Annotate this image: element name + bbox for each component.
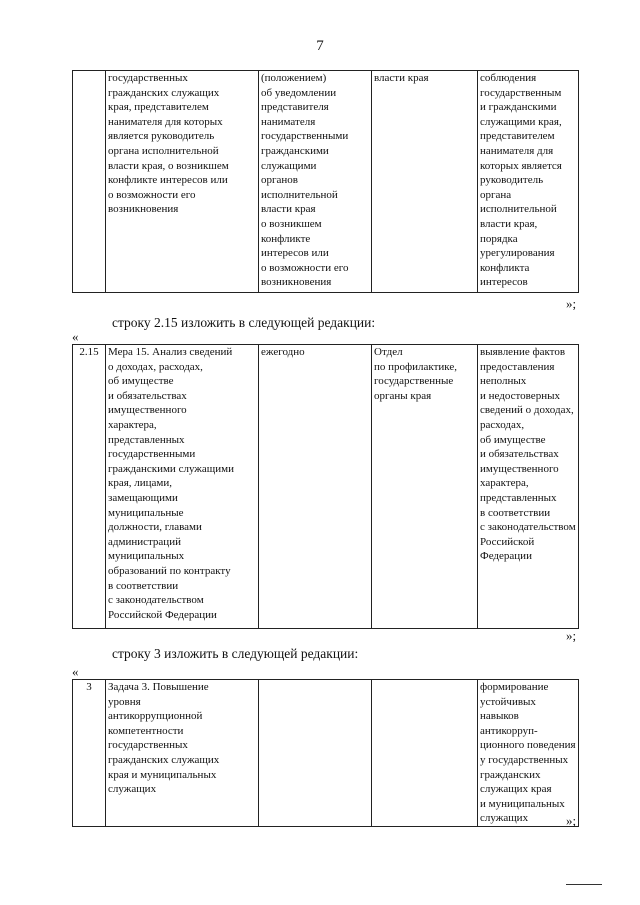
closing-quote-3: »; (566, 813, 577, 828)
deadline-cell (259, 680, 372, 827)
page-number: 7 (316, 38, 324, 54)
responsible-cell (372, 680, 478, 827)
row-number (73, 71, 106, 293)
row-number: 3 (73, 680, 106, 827)
table-row-3 (72, 679, 579, 827)
measure-cell: государственных гражданских служащих края, представителем нанимателя для которых является руководитель органа исполнительной власти края, о возникшем конфликте интересов или о возможности его возникновения (106, 71, 259, 293)
deadline-cell: ежегодно (259, 345, 372, 629)
measure-cell: Мера 15. Анализ сведений о доходах, расходах, об имуществе и обязательствах имущественного характера, представленных государственными гражданскими служащими края, лицами, замещающими муниципальные должности, главами администраций муниципальных образований по контракту в соответствии с законодательством Российской Федерации (106, 345, 259, 629)
responsible-cell: Отдел по профилактике, государственные органы края (372, 345, 478, 629)
opening-quote-2: « (72, 664, 79, 679)
table-continuation (72, 70, 579, 293)
opening-quote-1: « (72, 329, 79, 344)
result-cell: формирование устойчивых навыков антикорруп- ционного поведения у государственных гражданских служащих края и муниципальных служащих (478, 680, 579, 827)
instruction-text-2: строку 3 изложить в следующей редакции: (112, 646, 359, 661)
closing-quote-2: »; (566, 628, 577, 643)
deadline-cell: (положением) об уведомлении представителя нанимателя государственными гражданскими служащими органов исполнительной власти края о возникшем конфликте интересов или о возможности его возникновения (259, 71, 372, 293)
result-cell: соблюдения государственным и гражданскими служащими края, представителем нанимателя для которых является руководитель органа исполнительной власти края, порядка урегулирования конфликта интересов (478, 71, 579, 293)
instruction-text-1: строку 2.15 изложить в следующей редакции: (112, 315, 376, 330)
responsible-cell: власти края (372, 71, 478, 293)
measure-cell: Задача 3. Повышение уровня антикоррупционной компетентности государственных гражданских служащих края и муниципальных служащих (106, 680, 259, 827)
footer-divider (566, 884, 602, 885)
table-row (73, 345, 579, 629)
table-row (73, 680, 579, 827)
result-cell: выявление фактов предоставления неполных и недостоверных сведений о доходах, расходах, об имуществе и обязательствах имущественного характера, представленных в соответствии с законодательством Российской Федерации (478, 345, 579, 629)
table-row-2-15 (72, 344, 579, 629)
table-row (73, 71, 579, 293)
row-number: 2.15 (73, 345, 106, 629)
closing-quote-1: »; (566, 296, 577, 311)
